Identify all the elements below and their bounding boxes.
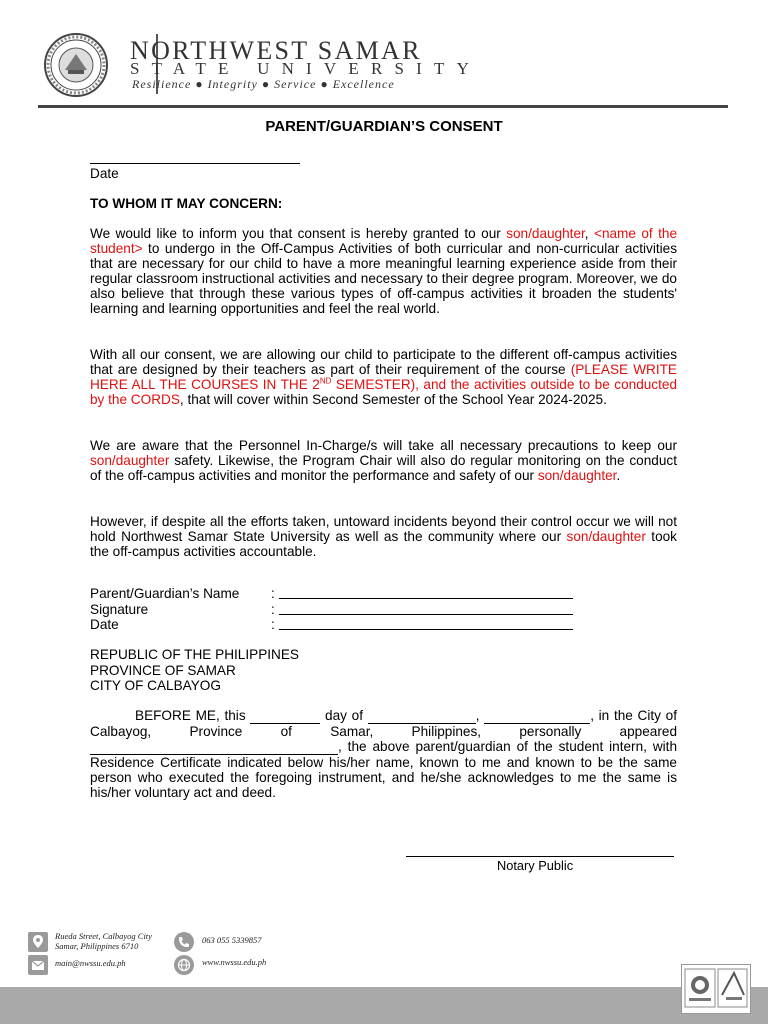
year-blank[interactable] [484,708,590,724]
address-line-1: Rueda Street, Calbayog City [55,931,152,941]
university-subtitle: STATE UNIVERSITY [130,59,482,78]
p4-son-daughter: son/daughter [566,529,646,544]
phone-icon [174,932,194,952]
p2-cords-placeholder: SEMESTER), and the activities outside to be conducted by the CORDS [90,377,678,407]
document-title: PARENT/GUARDIAN’S CONSENT [265,118,503,135]
p3-text-b: safety. Likewise, the Program Chair will also do regular monitoring on the conduct of the off-campus activities and monitor the performance and safety of our [90,453,677,483]
motto-service: Service [274,77,317,91]
footer-band [0,987,768,1024]
month-blank[interactable] [368,708,476,724]
colon: : [271,586,275,601]
university-motto: Resilience ● Integrity ● Service ● Excellence [132,77,395,91]
date-blank-line [90,163,300,164]
jurat-paragraph [90,708,677,800]
university-seal-icon [38,32,116,98]
jurat-city-text: , in the City of Calbayog, Province of Samar, Philippines, personally appeared [90,708,677,739]
p2-text-b: , that will cover within Second Semester of the School Year 2024-2025. [179,392,607,407]
footer-website: www.nwssu.edu.ph [202,957,267,967]
location-pin-icon [28,932,48,952]
p1-student-name-placeholder: <name of the student> [90,226,678,256]
paragraph-precautions [90,438,677,483]
colon: : [271,617,275,632]
p1-text-b: , [584,226,594,241]
jurisdiction-header [90,647,299,694]
province-line: PROVINCE OF SAMAR [90,662,236,678]
motto-excellence: Excellence [332,77,395,91]
date-label: Date [90,166,119,181]
jurat-day-of: day of [325,708,363,723]
notary-label: Notary Public [497,858,574,873]
globe-icon [174,955,194,975]
p3-son-daughter-2: son/daughter [537,468,617,483]
republic-line: REPUBLIC OF THE PHILIPPINES [90,647,299,662]
form-date-label: Date [90,617,119,632]
paragraph-liability [90,514,677,559]
motto-resilience: Resilience [132,77,192,91]
colon: : [271,601,275,617]
parent-name-field[interactable] [279,598,573,599]
signature-label: Signature [90,601,149,617]
header-rule [38,105,728,108]
paragraph-consent [90,226,677,316]
p2-courses-placeholder: (PLEASE WRITE HERE ALL THE COURSES IN THE 2 [90,362,677,392]
appearer-name-blank[interactable] [90,739,338,755]
p3-text-a: We are aware that the Personnel In-Charge/s will take all necessary precautions to keep our [90,438,677,453]
footer-phone: 063 055 5339857 [202,935,262,945]
p2-text-a: With all our consent, we are allowing our child to participate to the different off-campus activities that are designed by their teachers as part of their requirement of the course [90,347,677,377]
p1-son-daughter: son/daughter [506,226,585,241]
date-field[interactable] [279,629,573,630]
day-blank[interactable] [250,708,320,724]
paragraph-participation [90,347,677,407]
jurat-before-me: BEFORE ME, this [135,708,246,723]
salutation: TO WHOM IT MAY CONCERN: [90,196,283,211]
notary-signature-line [406,856,674,857]
signature-field[interactable] [279,614,573,615]
p3-text-c: . [616,468,621,483]
footer-email: main@nwssu.edu.ph [55,958,126,968]
p1-text-c: to undergo in the Off-Campus Activities of both curricular and non-curricular activities that are necessary for our child to have a more meaningful learning experience aside from their regular classroom instructional activities and necessary to their degree program. Moreover, we do also believe that through these various types of off-campus activities it broaden the students' learning and learning opportunities and feel the real world. [90,241,677,316]
jurat-rest: , the above parent/guardian of the student intern, with Residence Certificate indicated below his/her name, known to me and known to be the same person who executed the foregoing instrument, and he/she acknowledges to me the same is his/her voluntary act and deed. [90,739,677,800]
parent-name-label: Parent/Guardian’s Name [90,586,240,601]
city-line: CITY OF CALBAYOG [90,678,221,693]
p2-superscript: ND [319,376,332,386]
address-line-2: Samar, Philippines 6710 [55,941,139,951]
letterhead [38,32,728,104]
motto-integrity: Integrity [207,77,258,91]
p4-text-a: However, if despite all the efforts taken, untoward incidents beyond their control occur we will not hold Northwest Samar State University as well as the community where our [90,514,677,544]
p1-text-a: We would like to inform you that consent is hereby granted to our [90,226,507,241]
university-name: NORTHWEST SAMAR [130,36,422,65]
p4-text-b: took the off-campus activities accountable. [90,529,677,559]
envelope-icon [28,955,48,975]
jurat-comma: , [475,708,480,723]
footer-address [55,931,152,951]
certification-logo-icon [681,964,751,1014]
p3-son-daughter: son/daughter [90,453,170,468]
